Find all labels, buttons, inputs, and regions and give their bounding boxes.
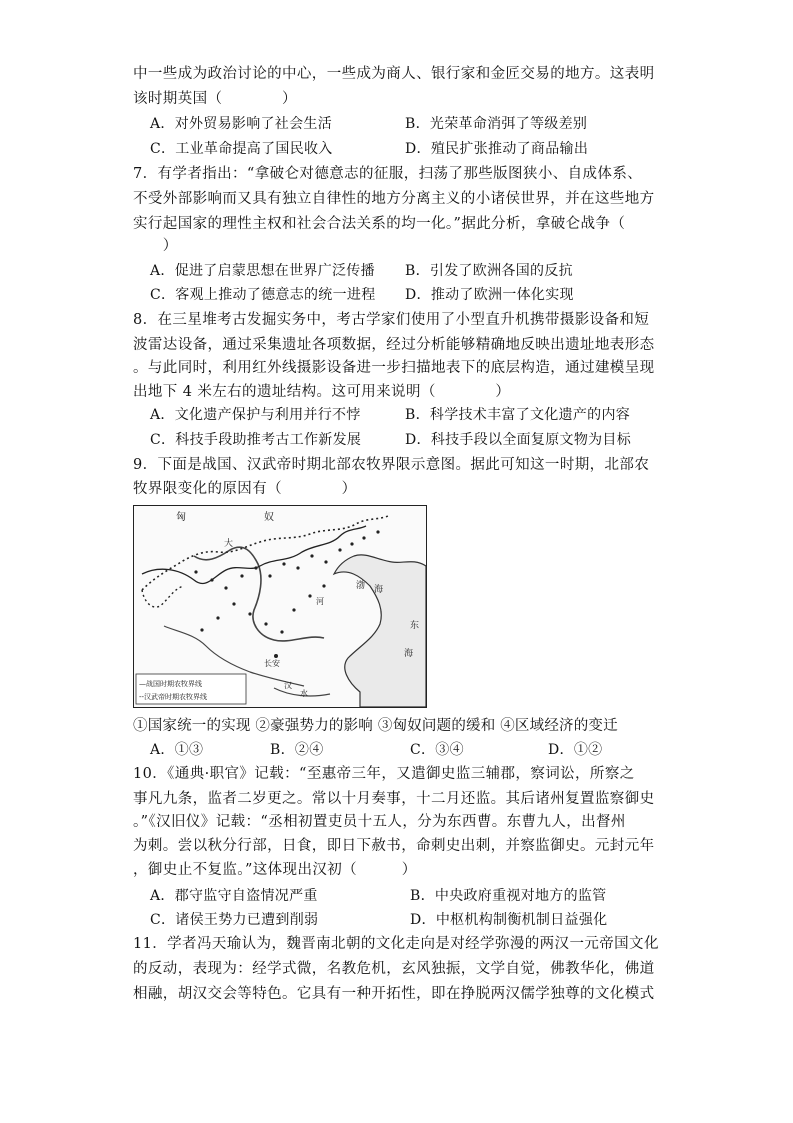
q6-option-b[interactable]: B．光荣革命消弭了等级差别 (405, 116, 588, 132)
warring-states-boundary (142, 526, 366, 584)
map-label-changan: 长安 (264, 659, 280, 668)
q7-option-d[interactable]: D．推动了欧洲一体化实现 (405, 287, 574, 303)
q10-stem-line-3: 。”《汉旧仪》记载：“丞相初置吏员十五人，分为东西曹。东曹九人，出督州 (133, 814, 626, 830)
map-label-he: 河 (316, 597, 324, 606)
q6-stem-line-2: 该时期英国（ ） (133, 91, 297, 107)
q10-option-b[interactable]: B．中央政府重视对地方的监管 (410, 888, 607, 904)
q6-stem-line-1: 中一些成为政治讨论的中心，一些成为商人、银行家和金匠交易的地方。这表明 (133, 66, 655, 82)
legend-warring-states: —战国时期农牧界线 (139, 680, 202, 688)
q10-stem-line-5: ，御史止不复监。”这体现出汉初（ ） (133, 862, 417, 878)
map-label-hai-east: 海 (404, 649, 414, 659)
q8-option-c[interactable]: C．科技手段助推考古工作新发展 (150, 432, 362, 448)
q7-stem-line-1: 7．有学者指出：“拿破仑对德意志的征服，扫荡了那些版图狭小、自成体系、 (133, 166, 643, 182)
q9-map-figure (133, 505, 427, 708)
q7-option-a[interactable]: A．促进了启蒙思想在世界广泛传播 (150, 263, 375, 279)
q7-stem-line-3: 实行起国家的理性主权和社会合法关系的均一化。”据此分析，拿破仑战争（ (133, 216, 626, 232)
map-label-dong: 东 (410, 621, 420, 631)
q8-stem-line-1: 8．在三星堆考古发掘实务中，考古学家们使用了小型直升机携带摄影设备和短 (133, 312, 650, 328)
q10-stem-line-1: 10．《通典·职官》记载：“至惠帝三年，又遣御史监三辅郡，察词讼，所察之 (133, 766, 635, 782)
q10-option-c[interactable]: C．诸侯王势力已遭到削弱 (150, 912, 319, 928)
q8-stem-line-2: 波雷达设备，通过采集遗址各项数据，经过分析能够精确地反映出遗址地表形态 (133, 337, 655, 353)
map-label-han: 汉 (284, 681, 292, 690)
q6-option-d[interactable]: D．殖民扩张推动了商品输出 (405, 141, 589, 157)
map-svg (134, 506, 426, 707)
q9-option-b[interactable]: B．②④ (270, 742, 324, 758)
q8-stem-line-4: 出地下 4 米左右的遗址结构。这可用来说明（ ） (133, 384, 511, 400)
map-label-nu: 奴 (264, 512, 274, 523)
q7-stem-line-4: ） (133, 238, 178, 254)
q10-stem-line-2: 事凡九条，监者二岁更之。常以十月奏事，十二月还监。其后诸州复置监察御史 (133, 791, 655, 807)
q10-option-a[interactable]: A．郡守监守自盗情况严重 (150, 888, 318, 904)
map-label-shui: 水 (300, 689, 308, 698)
q8-stem-line-3: 。与此同时，利用红外线摄影设备进一步扫描地表下的底层构造，通过建模呈现 (133, 360, 655, 376)
map-label-xiong: 匈 (176, 512, 186, 523)
q9-option-a[interactable]: A．①③ (150, 742, 204, 758)
q6-option-c[interactable]: C．工业革命提高了国民收入 (150, 141, 333, 157)
q8-option-b[interactable]: B．科学技术丰富了文化遗产的内容 (405, 407, 631, 423)
han-wudi-boundary-west (142, 586, 184, 607)
q10-option-d[interactable]: D．中枢机构制衡机制日益强化 (410, 912, 608, 928)
q11-stem-line-1: 11．学者冯天瑜认为，魏晋南北朝的文化走向是对经学弥漫的两汉一元帝国文化 (133, 936, 659, 952)
q9-option-d[interactable]: D．①② (548, 742, 603, 758)
map-label-bo: 渤 (356, 581, 366, 591)
q11-stem-line-2: 的反动，表现为：经学式微，名教危机，玄风独振，文学自觉，佛教华化，佛道 (133, 961, 655, 977)
q9-stem-line-2: 牧界限变化的原因有（ ） (133, 481, 357, 497)
q7-option-b[interactable]: B．引发了欧洲各国的反抗 (405, 263, 573, 279)
place-markers (194, 530, 379, 658)
q7-option-c[interactable]: C．客观上推动了德意志的统一进程 (150, 287, 376, 303)
q7-stem-line-2: 不受外部影响而又具有独立自律性的地方分离主义的小诸侯世界，并在这些地方 (133, 191, 655, 207)
legend-han-wudi: --汉武帝时期农牧界线 (139, 693, 208, 701)
q8-option-d[interactable]: D．科技手段以全面复原文物为目标 (405, 432, 632, 448)
q8-option-a[interactable]: A．文化遗产保护与利用并行不悖 (150, 407, 361, 423)
map-label-da: 大 (224, 539, 234, 549)
yellow-river (194, 547, 324, 641)
q11-stem-line-3: 相融，胡汉交会等特色。它具有一种开拓性，即在挣脱两汉儒学独尊的文化模式 (133, 986, 655, 1002)
map-label-hai-bohai: 海 (374, 585, 384, 595)
han-wudi-boundary (142, 516, 388, 590)
q9-option-c[interactable]: C．③④ (410, 742, 464, 758)
q9-stem-line-1: 9．下面是战国、汉武帝时期北部农牧界限示意图。据此可知这一时期，北部农 (133, 457, 650, 473)
q9-statement-items: ①国家统一的实现 ②豪强势力的影响 ③匈奴问题的缓和 ④区域经济的变迁 (133, 718, 618, 734)
q6-option-a[interactable]: A．对外贸易影响了社会生活 (150, 116, 333, 132)
q10-stem-line-4: 为刺。尝以秋分行部，日食，即日下赦书，命刺史出刺，并察监御史。元封元年 (133, 838, 655, 854)
